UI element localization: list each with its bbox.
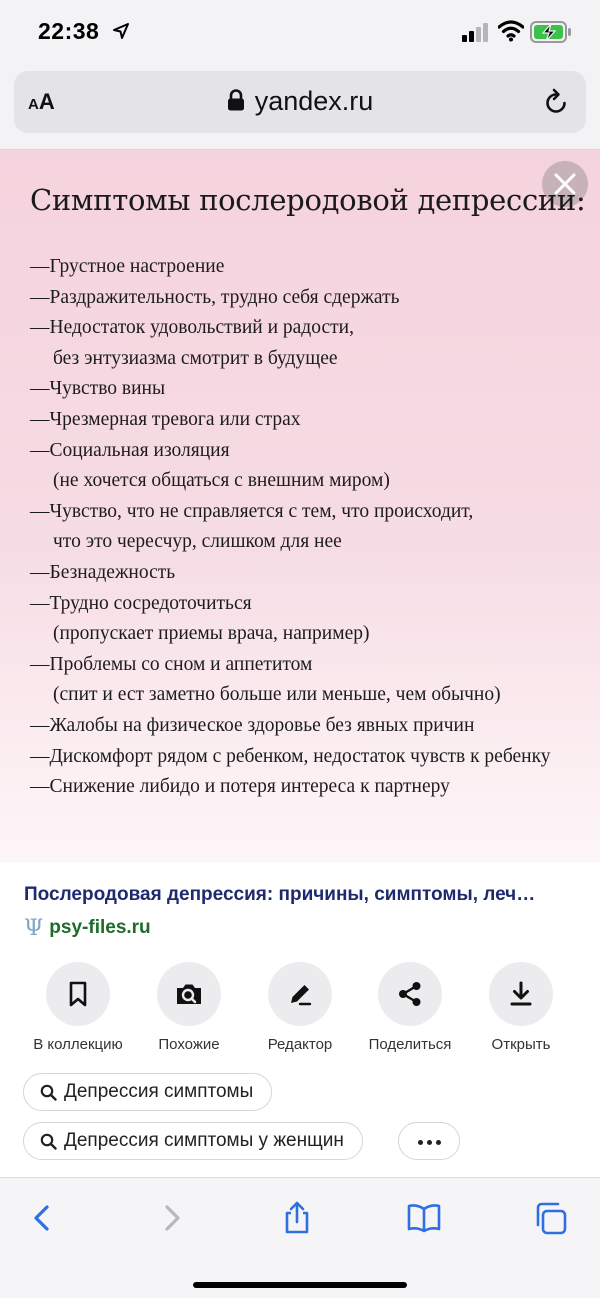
symptom-line: —Чувство, что не справляется с тем, что происходит, (30, 500, 474, 522)
share-icon (396, 980, 424, 1008)
action-label: В коллекцию (33, 1036, 123, 1053)
action-label: Поделиться (368, 1036, 452, 1053)
search-icon (40, 1133, 57, 1150)
action-label: Редактор (267, 1036, 333, 1053)
reload-icon[interactable] (542, 88, 570, 116)
address-bar[interactable] (14, 71, 586, 133)
symptom-line: (пропускает приемы врача, например) (53, 623, 370, 645)
source-link[interactable] (24, 916, 151, 942)
tabs-icon[interactable] (533, 1200, 569, 1236)
bookmark-icon (64, 980, 92, 1008)
symptom-line: —Чувство вины (30, 378, 166, 400)
battery-charging-icon (530, 20, 572, 44)
symptom-line: —Грустное настроение (30, 256, 225, 277)
editor-button[interactable] (240, 962, 360, 1053)
symptom-line: (не хочется общаться с внешним миром) (53, 470, 390, 492)
status-time: 22:38 (38, 18, 100, 44)
symptom-line: —Чрезмерная тревога или страх (30, 408, 301, 430)
forward-icon[interactable] (154, 1200, 190, 1236)
more-dots-icon (418, 1140, 423, 1145)
result-title-link[interactable]: Послеродовая депрессия: причины, симптомы, леч… (24, 884, 536, 905)
open-button[interactable] (461, 962, 581, 1053)
suggestion-text: Депрессия симптомы (64, 1081, 254, 1102)
symptom-line: —Проблемы со сном и аппетитом (30, 653, 313, 675)
symptom-line: —Трудно сосредоточиться (30, 592, 252, 614)
text-size-button[interactable]: AA (28, 89, 55, 114)
wifi-icon (498, 20, 524, 42)
browser-toolbar (0, 1177, 600, 1298)
site-favicon-icon: Ψ (24, 916, 44, 941)
symptom-line: (спит и ест заметно больше или меньше, чем обычно) (53, 684, 501, 706)
pencil-icon (286, 980, 314, 1008)
action-label: Открыть (491, 1036, 551, 1053)
image-title: Симптомы послеродовой депрессии: (30, 183, 586, 217)
symptom-line: —Недостаток удовольствий и радости, (30, 317, 354, 339)
suggestion-text: Депрессия симптомы у женщин (64, 1130, 344, 1151)
url-display[interactable] (14, 86, 586, 117)
symptom-line: —Раздражительность, трудно себя сдержать (30, 286, 400, 308)
symptom-list (30, 252, 590, 803)
symptom-line: —Безнадежность (30, 561, 176, 583)
symptom-line: —Снижение либидо и потеря интереса к партнеру (30, 776, 450, 798)
share-sheet-icon[interactable] (279, 1200, 315, 1236)
url-text: yandex.ru (254, 86, 374, 116)
symptom-line: —Жалобы на физическое здоровье без явных причин (30, 714, 475, 736)
lock-icon (227, 89, 245, 111)
home-indicator (193, 1282, 407, 1288)
share-button[interactable] (350, 962, 470, 1053)
action-bar (0, 962, 600, 1062)
bookmarks-book-icon[interactable] (406, 1200, 442, 1236)
similar-images-button[interactable] (129, 962, 249, 1053)
action-label: Похожие (158, 1036, 220, 1053)
symptom-line: что это чересчур, слишком для нее (53, 531, 342, 553)
add-to-collection-button[interactable] (18, 962, 138, 1053)
status-bar (0, 0, 600, 64)
cellular-signal-icon (462, 22, 490, 42)
back-icon[interactable] (24, 1200, 60, 1236)
symptom-line: —Дискомфорт рядом с ребенком, недостаток чувств к ребенку (30, 745, 551, 767)
suggestion-chip[interactable] (23, 1073, 272, 1111)
symptom-line: без энтузиазма смотрит в будущее (53, 347, 338, 369)
more-suggestions-button[interactable] (398, 1122, 460, 1160)
search-icon (40, 1084, 57, 1101)
camera-search-icon (175, 980, 203, 1008)
suggestion-chip[interactable] (23, 1122, 363, 1160)
location-arrow-icon (112, 22, 130, 40)
download-icon (507, 980, 535, 1008)
symptom-line: —Социальная изоляция (30, 439, 230, 461)
source-domain: psy-files.ru (49, 917, 151, 938)
browser-address-area (0, 64, 600, 150)
